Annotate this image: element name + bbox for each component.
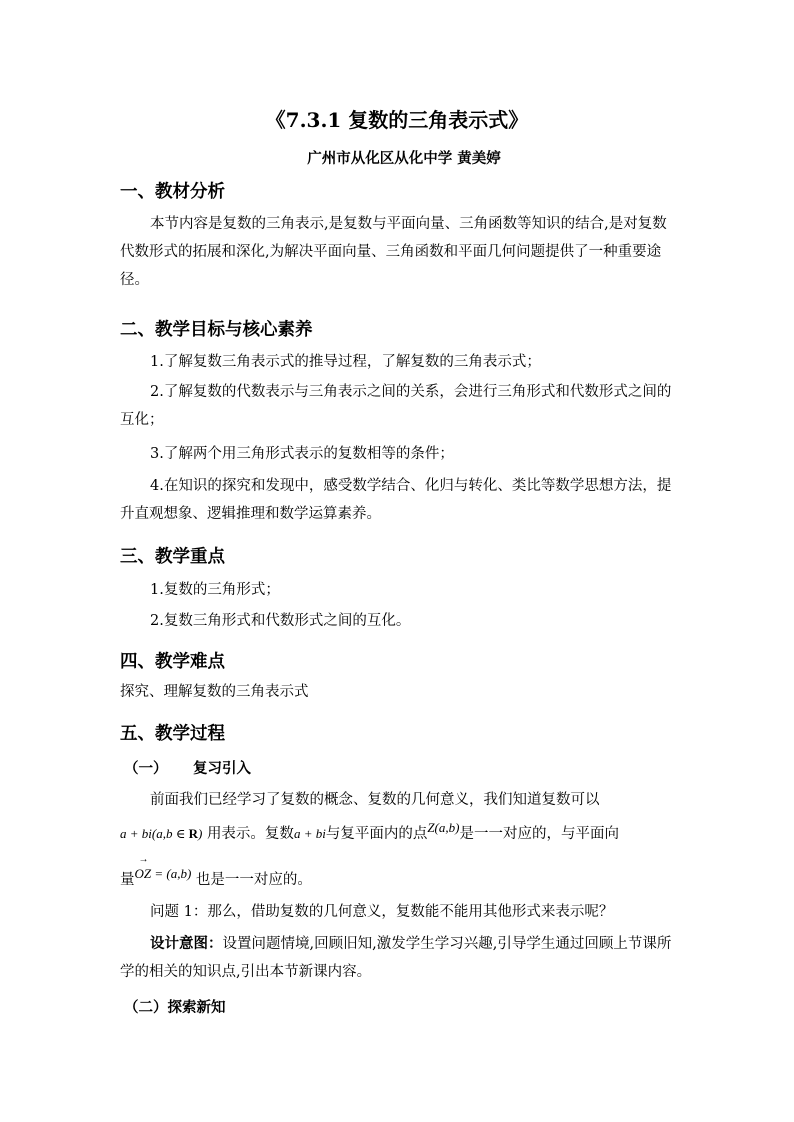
section-heading-5: 五、教学过程 [120, 724, 225, 744]
page-title: 《7.3.1 复数的三角表示式》 [265, 108, 529, 132]
section-heading-1: 一、教材分析 [120, 182, 225, 202]
section-heading-4: 四、教学难点 [120, 652, 225, 672]
subsection-heading-2: （二）探索新知 [124, 999, 226, 1016]
objective-item: 1.了解复数三角表示式的推导过程，了解复数的三角表示式； [150, 354, 541, 370]
math-line-1: a + bi(a,b ∈ R) 用表示。复数a + bi与复平面内的点Z(a,b)是一一对应的，与平面向 [120, 820, 619, 842]
section-heading-2: 二、教学目标与核心素养 [120, 320, 313, 340]
math-line-2: 量→ OZ = (a,b) 也是一一对应的。 [120, 868, 312, 889]
design-intent-label: 设计意图： [150, 935, 223, 952]
subsection-title-1: 复习引入 [193, 760, 251, 777]
math-point-z: Z(a,b) [427, 820, 460, 835]
math-a-plus-bi: a + bi [293, 826, 326, 841]
key-point-item: 1.复数的三角形式； [150, 582, 280, 598]
objective-item: 2.了解复数的代数表示与三角表示之间的关系，会进行三角形式和代数形式之间的互化； [120, 384, 672, 428]
math-vector-oz: → OZ = (a,b) [135, 866, 192, 881]
key-point-item: 2.复数三角形式和代数形式之间的互化。 [150, 613, 411, 629]
author-line: 广州市从化区从化中学 黄美婷 [307, 150, 501, 167]
objective-item: 3.了解两个用三角形式表示的复数相等的条件； [150, 446, 454, 462]
objective-item: 4.在知识的探究和发现中，感受数学结合、化归与转化、类比等数学思想方法，提升直观想象、逻辑推理和数学运算素养。 [120, 478, 672, 522]
design-intent-paragraph: 设计意图：设置问题情境,回顾旧知,激发学生学习兴趣,引导学生通过回顾上节课所学的相关的知识点,引出本节新课内容。 [120, 935, 672, 980]
subsection-number-1: （一） [124, 760, 168, 777]
intro-paragraph: 前面我们已经学习了复数的概念、复数的几何意义，我们知道复数可以 [150, 792, 600, 808]
section-heading-3: 三、教学重点 [120, 547, 225, 567]
question-1: 问题 1：那么，借助复数的几何意义，复数能不能用其他形式来表示呢？ [150, 904, 614, 920]
difficulty-text: 探究、理解复数的三角表示式 [120, 684, 309, 700]
section-1-paragraph: 本节内容是复数的三角表示,是复数与平面向量、三角函数等知识的结合,是对复数代数形式的拓展和深化,为解决平面向量、三角函数和平面几何问题提供了一种重要途径。 [120, 216, 667, 288]
math-a-plus-bi-condition: a + bi(a,b ∈ R) [120, 826, 203, 841]
